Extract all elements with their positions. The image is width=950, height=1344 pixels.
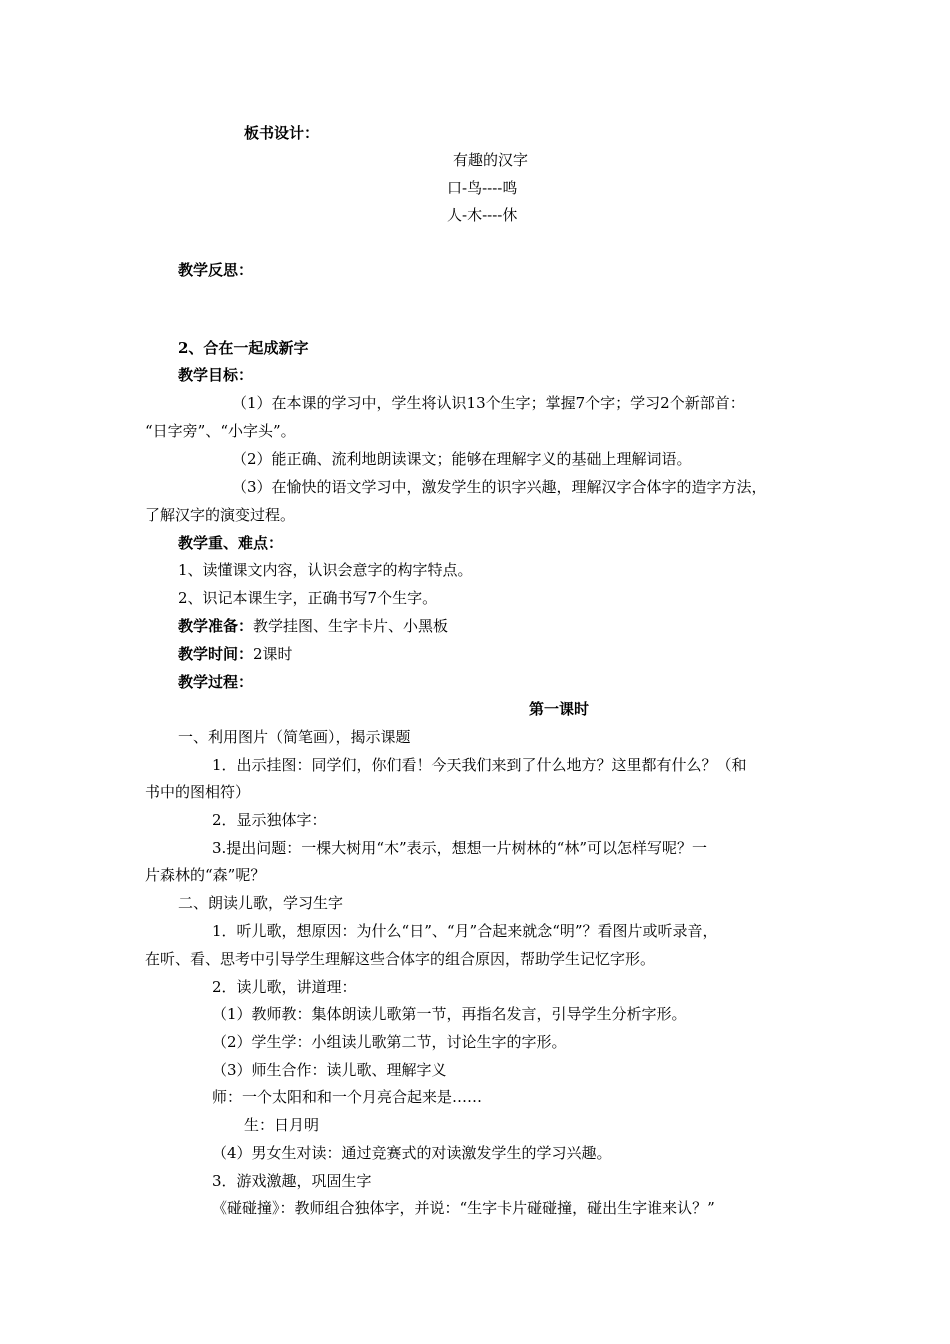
step-2-3: 3．游戏激趣，巩固生字 — [212, 1172, 372, 1190]
time-value: 2课时 — [253, 645, 293, 663]
game-description: 《碰碰撞》：教师组合独体字，并说：“生字卡片碰碰撞，碰出生字谁来认？” — [212, 1199, 715, 1217]
step-2-2-4: （4）男女生对读：通过竞赛式的对读激发学生的学习兴趣。 — [212, 1144, 612, 1162]
key-points-heading: 教学重、难点： — [178, 534, 284, 552]
objective-1-line-2: “日字旁”、“小字头”。 — [145, 422, 296, 440]
preparation-label: 教学准备： — [178, 617, 254, 635]
step-2-2-1: （1）教师教：集体朗读儿歌第一节，再指名发言，引导学生分析字形。 — [212, 1005, 687, 1023]
step-2-1-line-1: 1．听儿歌，想原因：为什么“日”、“月”合起来就念“明”？看图片或听录音， — [212, 922, 718, 940]
objective-3-line-2: 了解汉字的演变过程。 — [145, 506, 296, 524]
step-1-2: 2．显示独体字： — [212, 811, 327, 829]
process-heading: 教学过程： — [178, 673, 254, 691]
step-2-2-3: （3）师生合作：读儿歌、理解字义 — [212, 1061, 447, 1079]
preparation — [178, 616, 448, 636]
step-2-1-line-2: 在听、看、思考中引导学生理解这些合体字的组合原因，帮助学生记忆字形。 — [145, 950, 656, 968]
step-2-2: 2．读儿歌，讲道理： — [212, 978, 357, 996]
preparation-value: 教学挂图、生字卡片、小黑板 — [253, 617, 449, 635]
key-point-1: 1、读懂课文内容，认识会意字的构字特点。 — [178, 561, 473, 579]
objective-2: （2）能正确、流利地朗读课文；能够在理解字义的基础上理解词语。 — [232, 450, 692, 468]
step-1-1-line-2: 书中的图相符） — [145, 783, 251, 801]
objectives-heading: 教学目标： — [178, 366, 254, 384]
objective-1-line-1: （1）在本课的学习中，学生将认识13个生字；掌握7个字；学习2个新部首： — [232, 394, 745, 412]
step-1-3-line-1: 3.提出问题：一棵大树用“木”表示，想想一片树林的“林”可以怎样写呢？一 — [212, 839, 707, 857]
step-1-3-line-2: 片森林的“森”呢？ — [145, 866, 266, 884]
section-2-heading: 二、朗读儿歌，学习生字 — [178, 894, 344, 912]
teacher-line: 师：一个太阳和和一个月亮合起来是…… — [212, 1088, 483, 1106]
reflection-heading: 教学反思： — [178, 261, 254, 279]
board-line-1: 口-鸟----鸣 — [447, 179, 518, 197]
key-point-2: 2、识记本课生字，正确书写7个生字。 — [178, 589, 438, 607]
board-line-2: 人-木----休 — [447, 206, 518, 224]
board-design-heading: 板书设计： — [244, 124, 320, 142]
step-1-1-line-1: 1．出示挂图：同学们，你们看！今天我们来到了什么地方？这里都有什么？（和 — [212, 756, 747, 774]
step-2-2-2: （2）学生学：小组读儿歌第二节，讨论生字的字形。 — [212, 1033, 567, 1051]
period-heading: 第一课时 — [529, 700, 590, 718]
lesson-title: 2、合在一起成新字 — [178, 339, 309, 357]
student-line: 生：日月明 — [244, 1116, 320, 1134]
section-1-heading: 一、利用图片（简笔画），揭示课题 — [178, 728, 411, 746]
board-title: 有趣的汉字 — [453, 151, 529, 169]
time-label: 教学时间： — [178, 645, 254, 663]
objective-3-line-1: （3）在愉快的语文学习中，激发学生的识字兴趣，理解汉字合体字的造字方法， — [232, 478, 767, 496]
teaching-time — [178, 644, 293, 664]
